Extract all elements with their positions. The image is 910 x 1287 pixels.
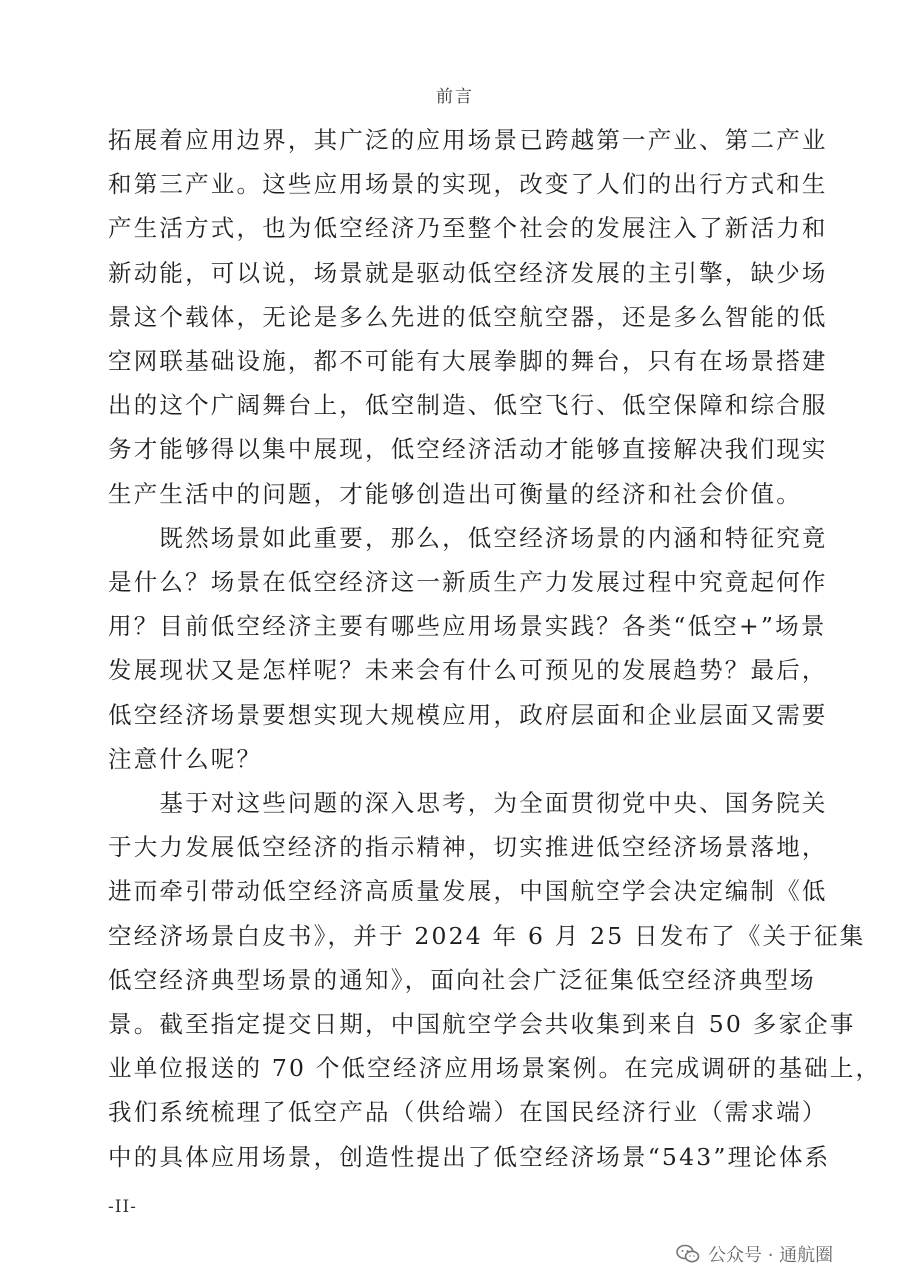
watermark bbox=[676, 1241, 833, 1267]
body-line: 业单位报送的 70 个低空经济应用场景案例。在完成调研的基础上， bbox=[108, 1054, 882, 1083]
body-text bbox=[108, 118, 882, 1179]
body-line: 和第三产业。这些应用场景的实现，改变了人们的出行方式和生 bbox=[108, 170, 828, 199]
body-line: 新动能，可以说，场景就是驱动低空经济发展的主引擎，缺少场 bbox=[108, 258, 828, 287]
body-line: 生产生活中的问题，才能够创造出可衡量的经济和社会价值。 bbox=[108, 479, 802, 508]
watermark-text: 公众号 · 通航圈 bbox=[708, 1245, 834, 1266]
body-line: 景。截至指定提交日期，中国航空学会共收集到来自 50 多家企事 bbox=[108, 1010, 856, 1039]
body-line: 空经济场景白皮书》，并于 2024 年 6 月 25 日发布了《关于征集 bbox=[108, 921, 866, 950]
body-line: 是什么？场景在低空经济这一新质生产力发展过程中究竟起何作 bbox=[108, 568, 828, 597]
page-header-title: 前言 bbox=[436, 87, 474, 107]
body-line: 用？目前低空经济主要有哪些应用场景实践？各类“低空+”场景 bbox=[108, 612, 827, 641]
body-line: 基于对这些问题的深入思考，为全面贯彻党中央、国务院关 bbox=[108, 789, 828, 818]
body-line: 既然场景如此重要，那么，低空经济场景的内涵和特征究竟 bbox=[108, 523, 828, 552]
body-line: 低空经济典型场景的通知》，面向社会广泛征集低空经济典型场 bbox=[108, 965, 816, 994]
body-line: 发展现状又是怎样呢？未来会有什么可预见的发展趋势？最后， bbox=[108, 656, 828, 685]
body-line: 于大力发展低空经济的指示精神，切实推进低空经济场景落地， bbox=[108, 833, 828, 862]
body-line: 出的这个广阔舞台上，低空制造、低空飞行、低空保障和综合服 bbox=[108, 391, 828, 420]
page-number: -II- bbox=[108, 1197, 137, 1217]
body-line: 景这个载体，无论是多么先进的低空航空器，还是多么智能的低 bbox=[108, 302, 828, 331]
wechat-icon bbox=[676, 1244, 700, 1264]
body-line: 进而牵引带动低空经济高质量发展，中国航空学会决定编制《低 bbox=[108, 877, 828, 906]
body-line: 务才能够得以集中展现，低空经济活动才能够直接解决我们现实 bbox=[108, 435, 828, 464]
body-line: 低空经济场景要想实现大规模应用，政府层面和企业层面又需要 bbox=[108, 700, 828, 729]
body-line: 空网联基础设施，都不可能有大展拳脚的舞台，只有在场景搭建 bbox=[108, 347, 828, 376]
body-line: 中的具体应用场景，创造性提出了低空经济场景“543”理论体系 bbox=[108, 1142, 831, 1171]
body-line: 产生活方式，也为低空经济乃至整个社会的发展注入了新活力和 bbox=[108, 214, 828, 243]
body-line: 拓展着应用边界，其广泛的应用场景已跨越第一产业、第二产业 bbox=[108, 126, 828, 154]
body-line: 注意什么呢？ bbox=[108, 744, 263, 773]
body-line: 我们系统梳理了低空产品（供给端）在国民经济行业（需求端） bbox=[108, 1098, 828, 1127]
